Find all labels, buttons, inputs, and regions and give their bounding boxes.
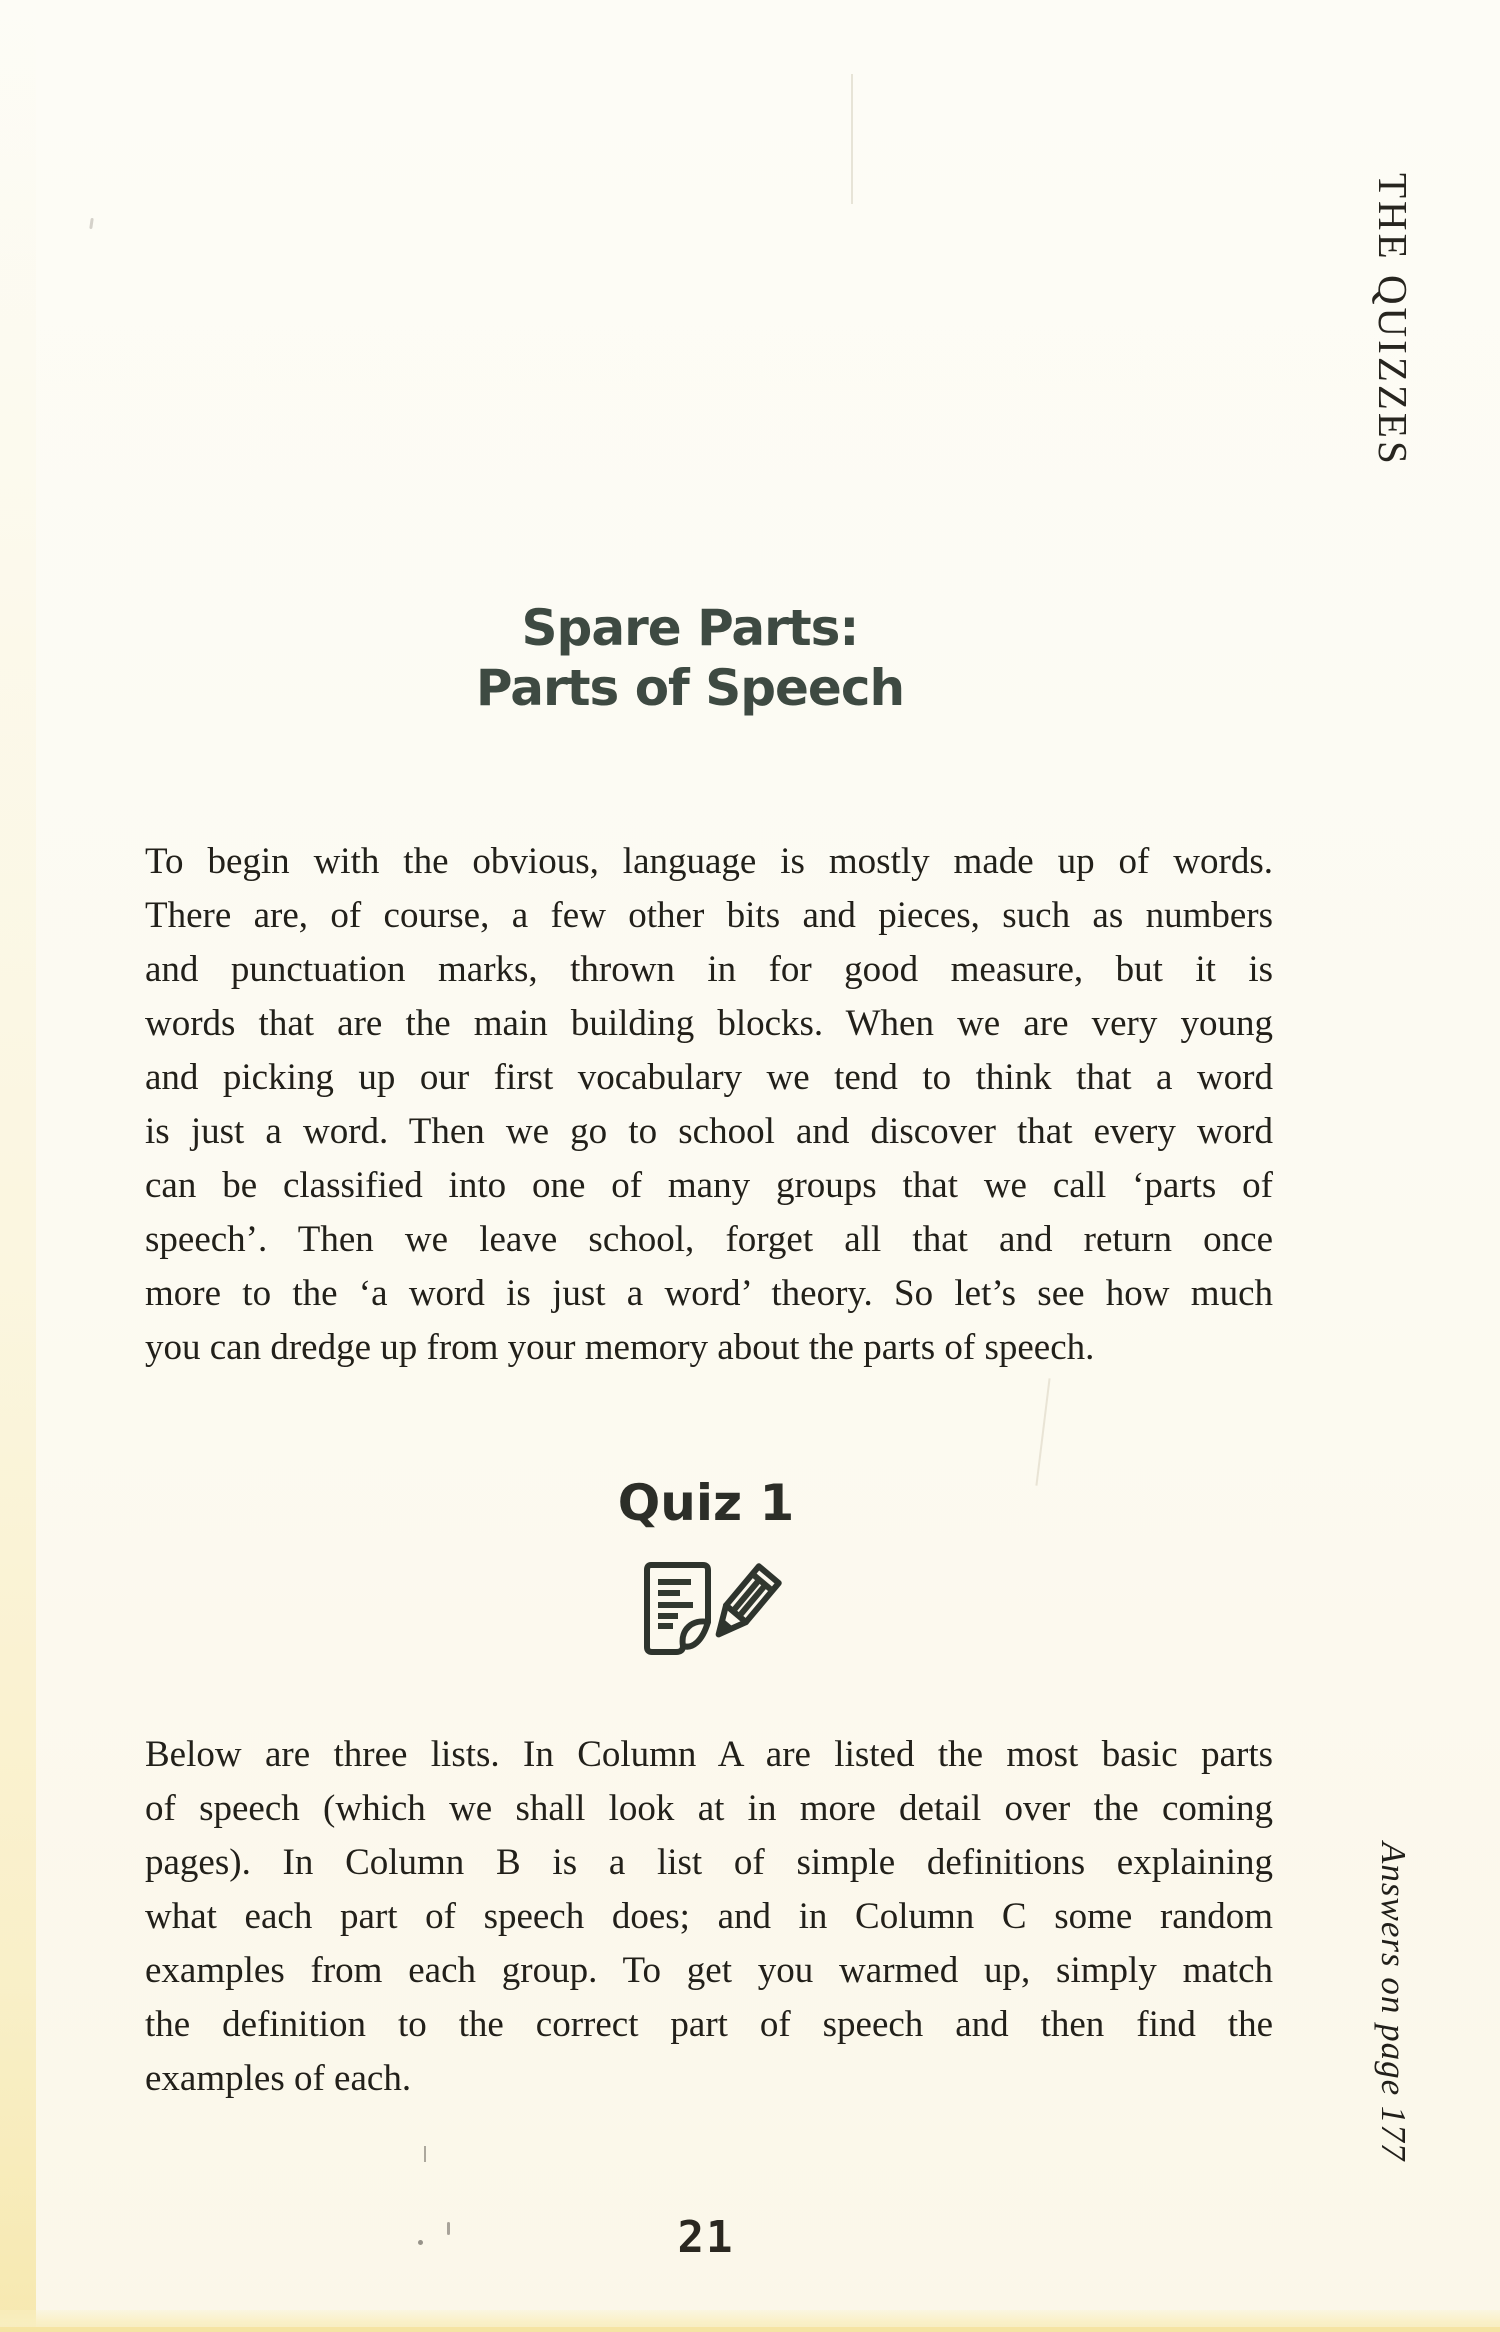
- instructions-paragraph: [145, 1728, 1273, 2106]
- intro-line: speech’. Then we leave school, forget all that and return once: [145, 1219, 1273, 1260]
- scan-crease: [1035, 1378, 1050, 1485]
- intro-line: you can dredge up from your memory about the parts of speech.: [145, 1327, 1095, 1368]
- chapter-title-line2: Parts of Speech: [475, 659, 905, 717]
- intro-line: is just a word. Then we go to school and discover that every word: [145, 1111, 1273, 1152]
- intro-line: and picking up our first vocabulary we tend to think that a word: [145, 1057, 1273, 1098]
- section-side-label: THE QUIZZES: [1370, 173, 1416, 467]
- scan-speck: [89, 218, 94, 229]
- intro-paragraph: [145, 835, 1273, 1375]
- instructions-line: examples from each group. To get you warmed up, simply match: [145, 1950, 1273, 1991]
- chapter-title: [145, 598, 1235, 718]
- page-edge-left: [0, 0, 36, 2332]
- intro-line: can be classified into one of many groups that we call ‘parts of: [145, 1165, 1273, 1206]
- instructions-line: examples of each.: [145, 2058, 412, 2099]
- paper-and-pencil-icon-svg: [634, 1558, 788, 1674]
- paper-and-pencil-icon: [634, 1558, 788, 1674]
- instructions-line: of speech (which we shall look at in more detail over the coming: [145, 1788, 1273, 1829]
- instructions-line: Below are three lists. In Column A are listed the most basic parts: [145, 1734, 1273, 1775]
- scan-speck: [447, 2222, 450, 2235]
- chapter-title-line1: Spare Parts:: [521, 599, 859, 657]
- intro-line: To begin with the obvious, language is mostly made up of words.: [145, 841, 1273, 882]
- scan-speck: [418, 2240, 423, 2245]
- intro-line: and punctuation marks, thrown in for good measure, but it is: [145, 949, 1273, 990]
- intro-line: There are, of course, a few other bits and pieces, such as numbers: [145, 895, 1273, 936]
- scan-crease: [851, 74, 853, 204]
- instructions-line: what each part of speech does; and in Column C some random: [145, 1896, 1273, 1937]
- quiz-heading: Quiz 1: [617, 1474, 795, 1532]
- page-edge-bottom-line: [0, 2327, 1500, 2332]
- intro-line: words that are the main building blocks. When we are very young: [145, 1003, 1273, 1044]
- instructions-line: pages). In Column B is a list of simple definitions explaining: [145, 1842, 1273, 1883]
- scan-speck: [424, 2146, 426, 2162]
- page-number: 21: [677, 2212, 735, 2263]
- instructions-line: the definition to the correct part of speech and then find the: [145, 2004, 1273, 2045]
- intro-line: more to the ‘a word is just a word’ theory. So let’s see how much: [145, 1273, 1273, 1314]
- answers-note: Answers on page 177: [1374, 1842, 1413, 2162]
